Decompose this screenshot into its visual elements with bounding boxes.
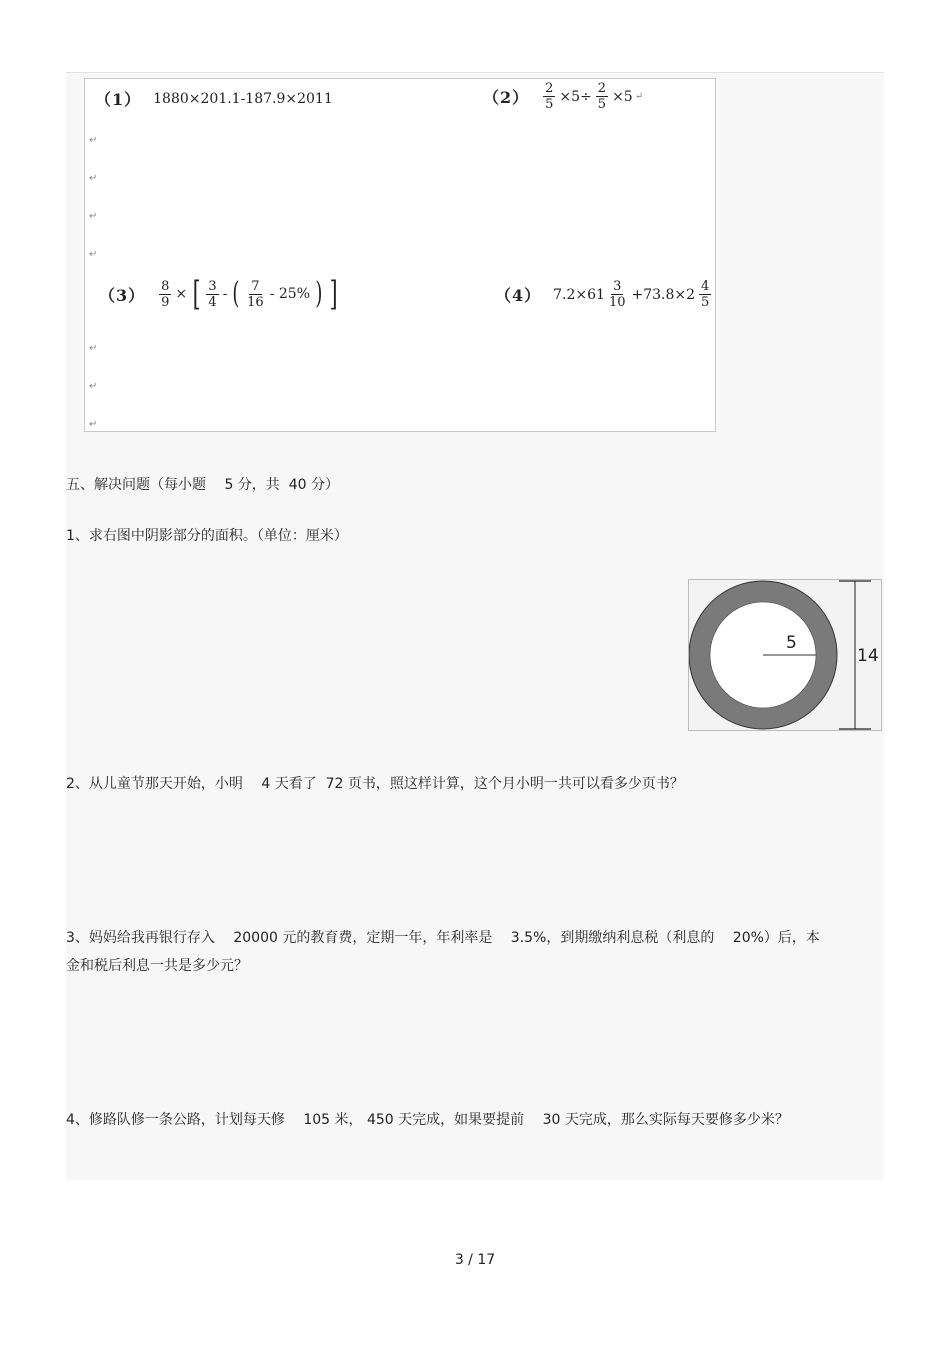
calc-problem-2: （2） $\frac{2}{5}$ ×5÷ $\frac{2}{5}$ ×5 ↵ — [483, 81, 644, 112]
calculation-problems-box — [84, 78, 716, 432]
return-mark-icon: ↵ — [89, 211, 98, 222]
calc-problem-1 — [95, 87, 333, 110]
return-mark-icon: ↵ — [89, 173, 98, 184]
fraction: $\frac{2}{5}$ — [545, 81, 554, 112]
problem-expression: 1880×201.1-187.9×2011 — [153, 90, 333, 107]
problem-number: （3） — [99, 285, 146, 305]
problem-number: （4） — [495, 286, 542, 305]
ring-figure — [688, 579, 882, 731]
return-mark-icon: ↵ — [89, 135, 98, 146]
section-heading: 五、解决问题（每小题 5 分，共 40 分） — [66, 477, 339, 493]
page-number: 3 / 17 — [454, 1252, 496, 1268]
fraction: $\frac{3}{4}$ — [208, 278, 217, 310]
question-3-line-2: 金和税后利息一共是多少元？ — [66, 958, 248, 974]
fraction: $\frac{7}{16}$ — [247, 278, 264, 310]
right-paren-icon: ) — [315, 276, 323, 311]
return-mark-icon: ↵ — [89, 343, 98, 354]
fraction: $\frac{2}{5}$ — [597, 81, 607, 112]
fraction: $\frac{8}{9}$ — [161, 278, 170, 310]
calc-problem-4: （4） 7.2×61 $\frac{3}{10}$ +73.8×2 $\frac{4}{5}$ — [495, 279, 710, 310]
calc-problem-3: （3） $\frac{8}{9}$ × [ $\frac{3}{4}$ - ( $\frac{7}{16}$ - 25% ) ] — [99, 274, 338, 314]
return-mark-icon: ↵ — [89, 419, 98, 430]
radius-label: 5 — [786, 633, 797, 653]
question-4: 4、修路队修一条公路，计划每天修 105 米， 450 天完成，如果要提前 30 天完成，那么实际每天要修多少米？ — [66, 1112, 789, 1128]
question-1: 1、求右图中阴影部分的面积。（单位：厘米） — [66, 528, 348, 544]
question-2: 2、从儿童节那天开始，小明 4 天看了 72 页书，照这样计算，这个月小明一共可以看多少页书？ — [66, 776, 684, 792]
left-paren-icon: ( — [232, 276, 240, 311]
fraction: $\frac{4}{5}$ — [701, 279, 710, 310]
return-mark-icon: ↵ — [89, 249, 98, 260]
diameter-label: 14 — [857, 646, 879, 666]
left-square-bracket-icon: [ — [192, 274, 201, 314]
right-square-bracket-icon: ] — [329, 274, 338, 314]
fraction: $\frac{3}{10}$ — [608, 279, 626, 310]
return-mark-icon: ↵ — [89, 381, 98, 392]
question-3-line-1: 3、妈妈给我再银行存入 20000 元的教育费，定期一年，年利率是 3.5%，到期缴纳利息税（利息的 20%）后，本 — [66, 930, 820, 946]
return-mark-icon: ↵ — [634, 91, 644, 102]
problem-number: （1） — [95, 90, 142, 109]
ring-diagram — [689, 580, 881, 730]
problem-number: （2） — [483, 88, 530, 107]
